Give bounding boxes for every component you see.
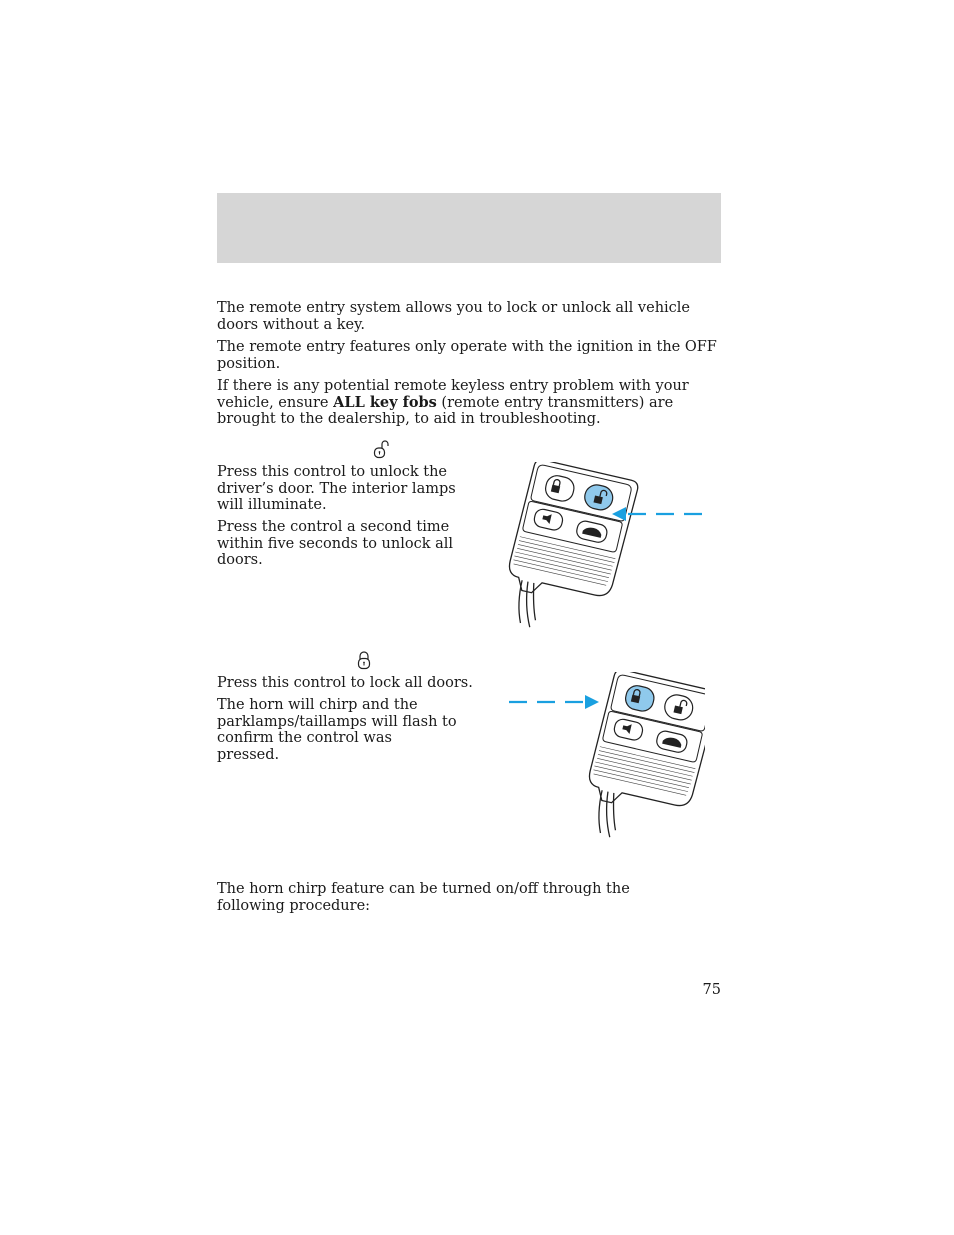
page-number: 75 <box>702 982 721 998</box>
intro-paragraph-2: The remote entry features only operate with the ignition in the OFF position. <box>217 339 717 372</box>
unlock-paragraph-2: Press the control a second time within five seconds to unlock all doors. <box>217 519 454 569</box>
lock-icon <box>356 650 372 670</box>
horn-chirp-paragraph: The horn chirp feature can be turned on/off through the following procedure: <box>217 881 630 914</box>
lock-paragraph-1: Press this control to lock all doors. <box>217 675 473 691</box>
intro-paragraph-3: If there is any potential remote keyless entry problem with your vehicle, ensure ALL key fobs (remote entry transmitters) are brought to the dealership, to aid in troubleshooting. <box>217 378 689 428</box>
lock-paragraph-2: The horn will chirp and the parklamps/taillamps will flash to confirm the control was pressed. <box>217 697 457 763</box>
key-fob-lock-illustration <box>505 672 705 844</box>
key-fob-unlock-illustration <box>490 462 710 634</box>
unlock-paragraph-1: Press this control to unlock the driver’s door. The interior lamps will illuminate. <box>217 464 456 514</box>
intro-paragraph-1: The remote entry system allows you to lock or unlock all vehicle doors without a key. <box>217 300 691 333</box>
all-key-fobs-emphasis: ALL key fobs <box>333 393 437 411</box>
section-header-band <box>217 193 721 263</box>
unlock-icon <box>372 439 390 459</box>
